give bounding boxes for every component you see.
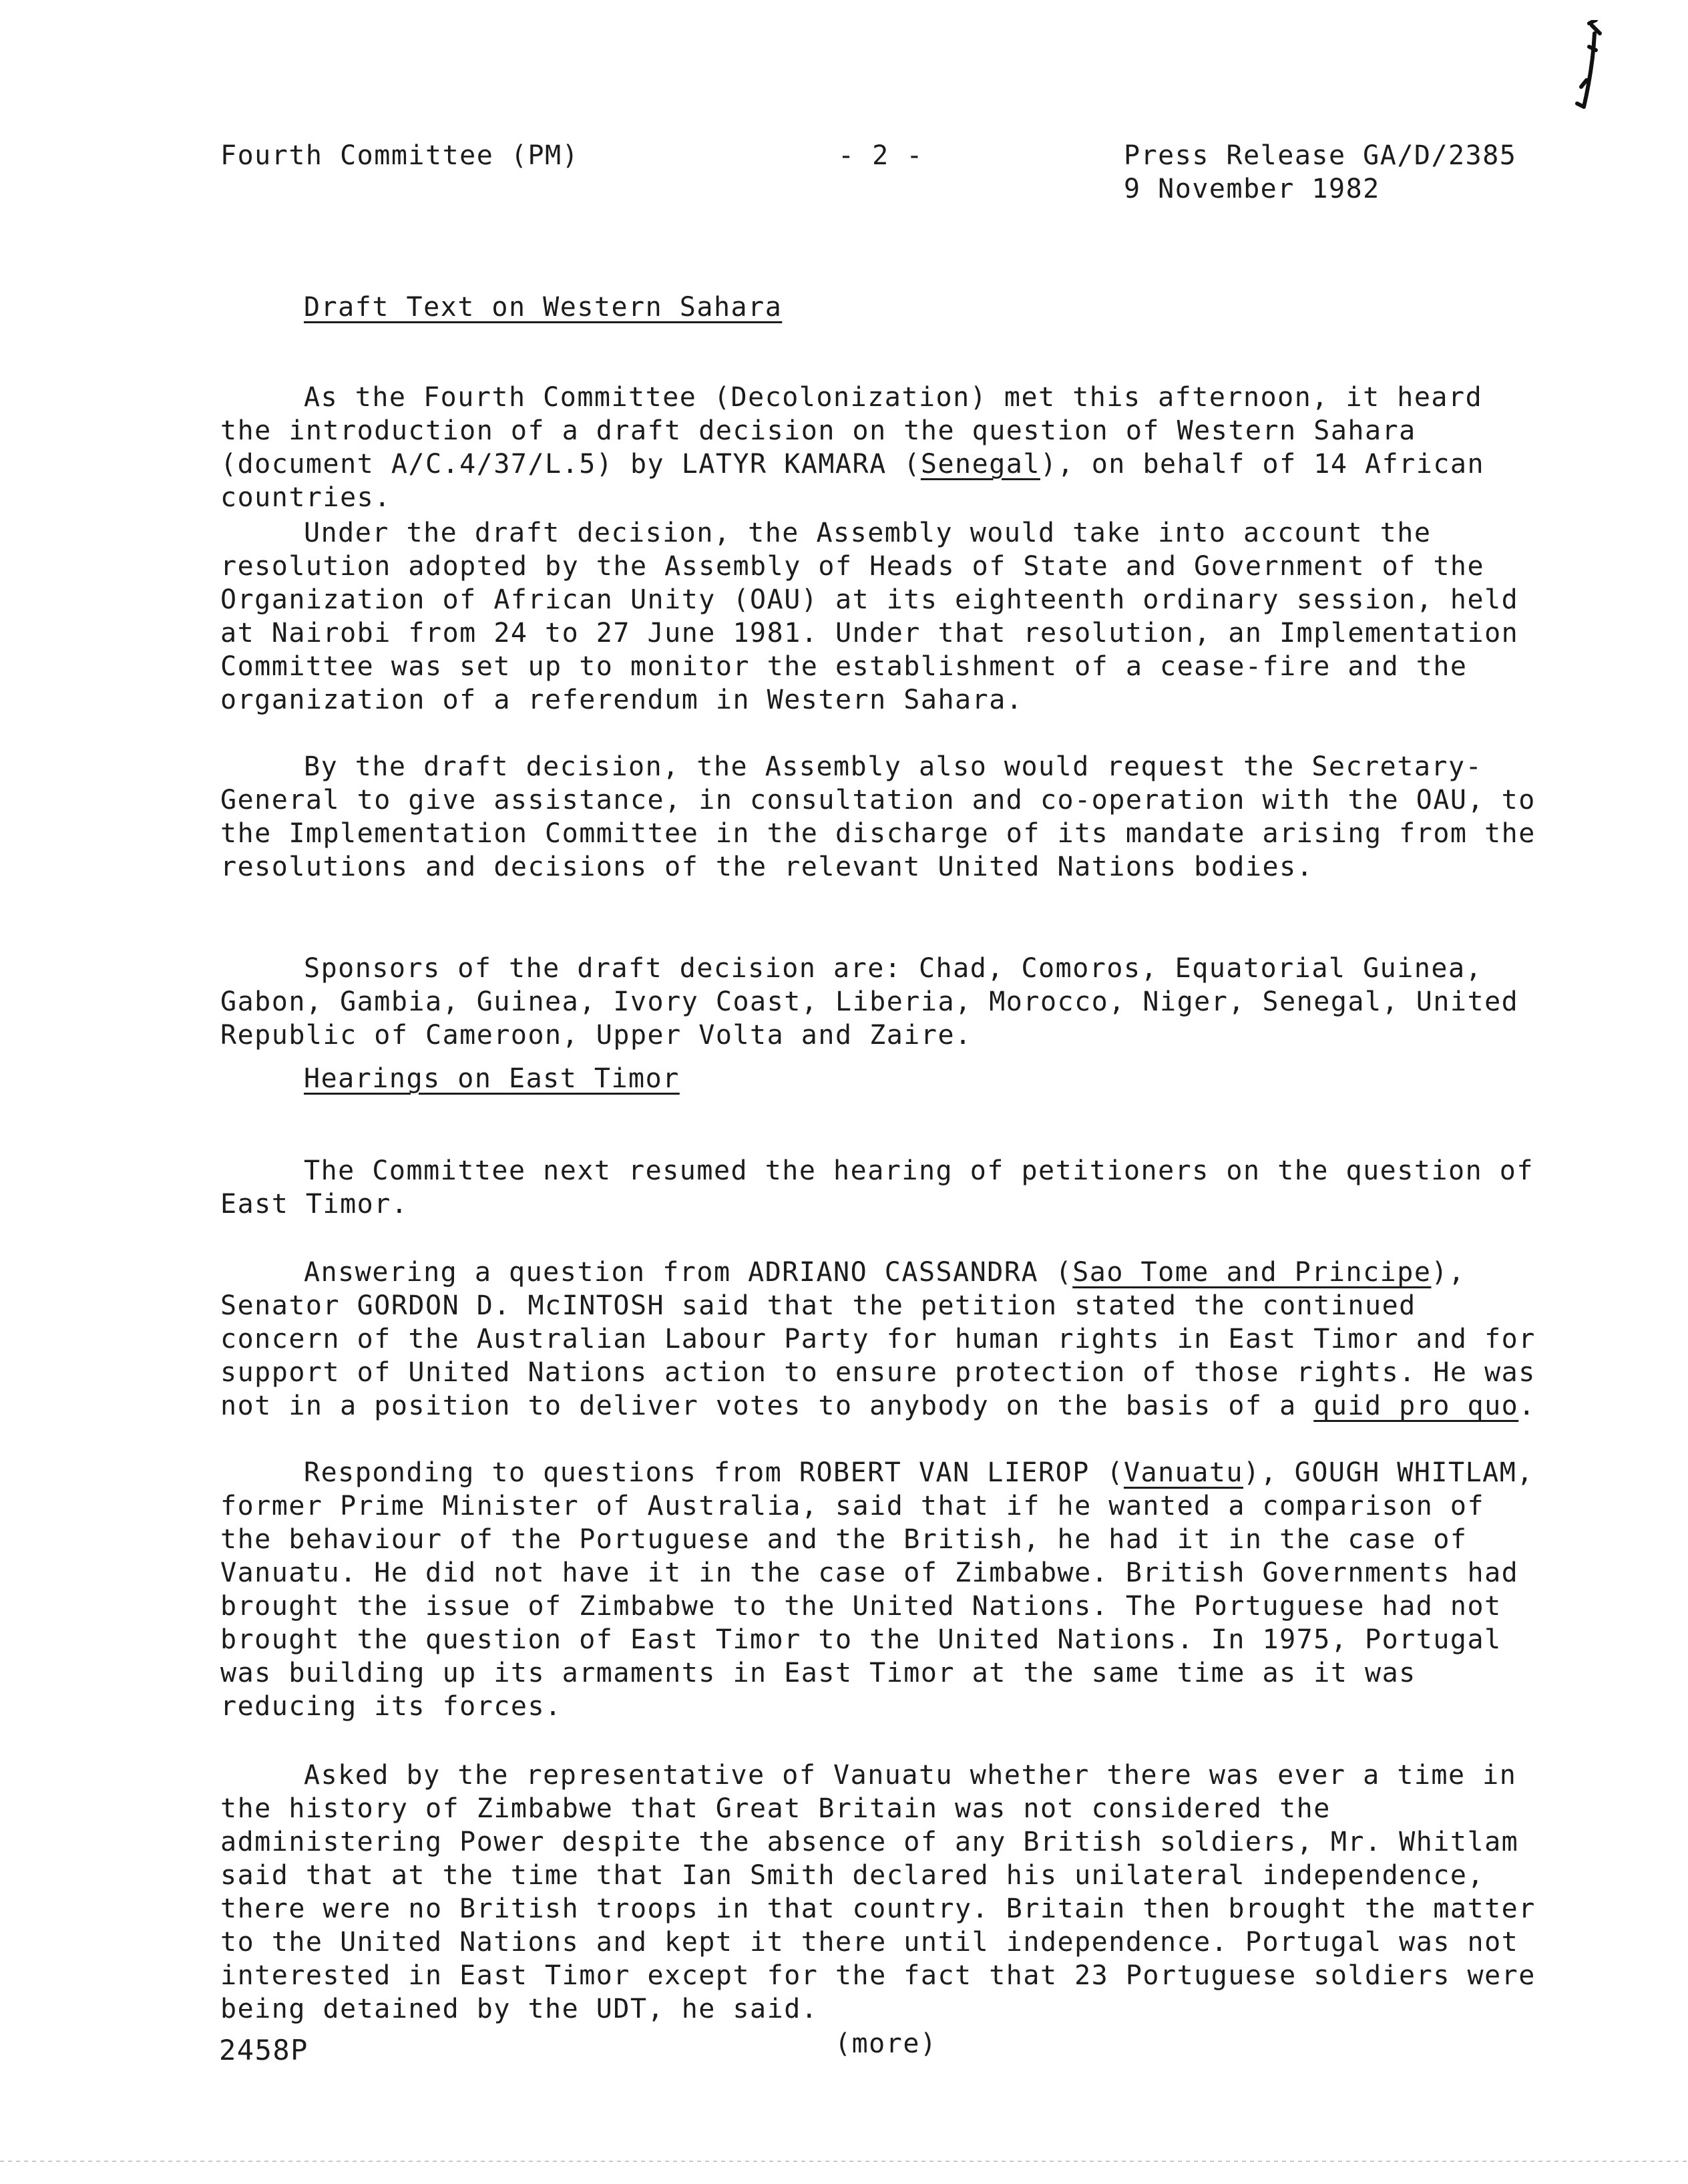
- release-date: 9 November 1982: [1124, 174, 1380, 204]
- committee-label: Fourth Committee (PM): [220, 140, 580, 171]
- section-heading-east-timor: Hearings on East Timor: [304, 1063, 680, 1094]
- paragraph-text: ), Senator GORDON D. McINTOSH said that the petition stated the continued concern of the Australian Labour Party for human rights in East Timor and for support of United Nations action to ensure protection of those rights. He was not in a position to deliver votes to anybody on the basis of a: [220, 1257, 1536, 1421]
- paragraph-text: Answering a question from ADRIANO CASSANDRA (: [304, 1257, 1073, 1288]
- document-code: 2458P: [219, 2034, 308, 2066]
- paragraph-text: ), GOUGH WHITLAM, former Prime Minister of Australia, said that if he wanted a comparison of the behaviour of the Portuguese and the British, he had it in the case of Vanuatu. He did not have it in the case of Zimbabwe. British Governments had brought the issue of Zimbabwe to the United Nations. The Portuguese had not brought the question of East Timor to the United Nations. In 1975, Portugal was building up its armaments in East Timor at the same time as it was reducing its forces.: [220, 1457, 1534, 1722]
- continuation-marker: (more): [835, 2028, 937, 2059]
- latin-phrase: quid pro quo: [1313, 1391, 1519, 1421]
- paragraph-sponsors: Sponsors of the draft decision are: Chad, Comoros, Equatorial Guinea, Gabon, Gambia, Guinea, Ivory Coast, Liberia, Morocco, Niger, Senegal, United Republic of Cameroon, Upper Volta and Zaire.: [220, 953, 1519, 1051]
- paragraph-zimbabwe-question: Asked by the representative of Vanuatu whether there was ever a time in the history of Zimbabwe that Great Britain was not considered the administering Power despite the absence of any British soldiers, Mr. Whitlam said that at the time that Ian Smith declared his unilateral independence, there were no British troops in that country. Britain then brought the matter to the United Nations and kept it there until independence. Portugal was not interested in East Timor except for the fact that 23 Portuguese soldiers were being detained by the UDT, he said.: [220, 1760, 1536, 2024]
- paragraph-whitlam: [220, 1456, 1549, 1723]
- paragraph-mcintosh: [220, 1256, 1549, 1423]
- country-sao-tome-and-principe: Sao Tome and Principe: [1072, 1257, 1432, 1288]
- country-vanuatu: Vanuatu: [1123, 1457, 1244, 1488]
- handwritten-mark: [1569, 20, 1609, 114]
- page-number: - 2 -: [838, 140, 923, 171]
- paragraph-text: .: [1518, 1391, 1536, 1421]
- scan-edge-rule: [0, 2161, 1688, 2162]
- paragraph-text: As the Fourth Committee (Decolonization) met this afternoon, it heard the introduction of a draft decision on the question of Western Sahara (document A/C.4/37/L.5) by LATYR KAMARA (: [220, 382, 1483, 480]
- paragraph-introduction: [220, 381, 1549, 514]
- country-senegal: Senegal: [920, 449, 1040, 480]
- paragraph-text: Responding to questions from ROBERT VAN LIEROP (: [304, 1457, 1124, 1488]
- paragraph-secretary-general-request: By the draft decision, the Assembly also would request the Secretary-General to give assistance, in consultation and co-operation with the OAU, to the Implementation Committee in the discharge of its mandate arising from the resolutions and decisions of the relevant United Nations bodies.: [220, 751, 1536, 882]
- paragraph-text: ), on behalf of 14 African countries.: [220, 449, 1485, 513]
- press-release-id: Press Release GA/D/2385: [1124, 140, 1517, 171]
- paragraph-hearing-resumed: The Committee next resumed the hearing of petitioners on the question of East Timor.: [220, 1155, 1534, 1220]
- paragraph-draft-decision: Under the draft decision, the Assembly would take into account the resolution adopted by the Assembly of Heads of State and Government of the Organization of African Unity (OAU) at its eighteenth ordinary session, held at Nairobi from 24 to 27 June 1981. Under that resolution, an Implementation Committee was set up to monitor the establishment of a cease-fire and the organization of a referendum in Western Sahara.: [220, 518, 1519, 715]
- section-heading-western-sahara: Draft Text on Western Sahara: [304, 292, 783, 323]
